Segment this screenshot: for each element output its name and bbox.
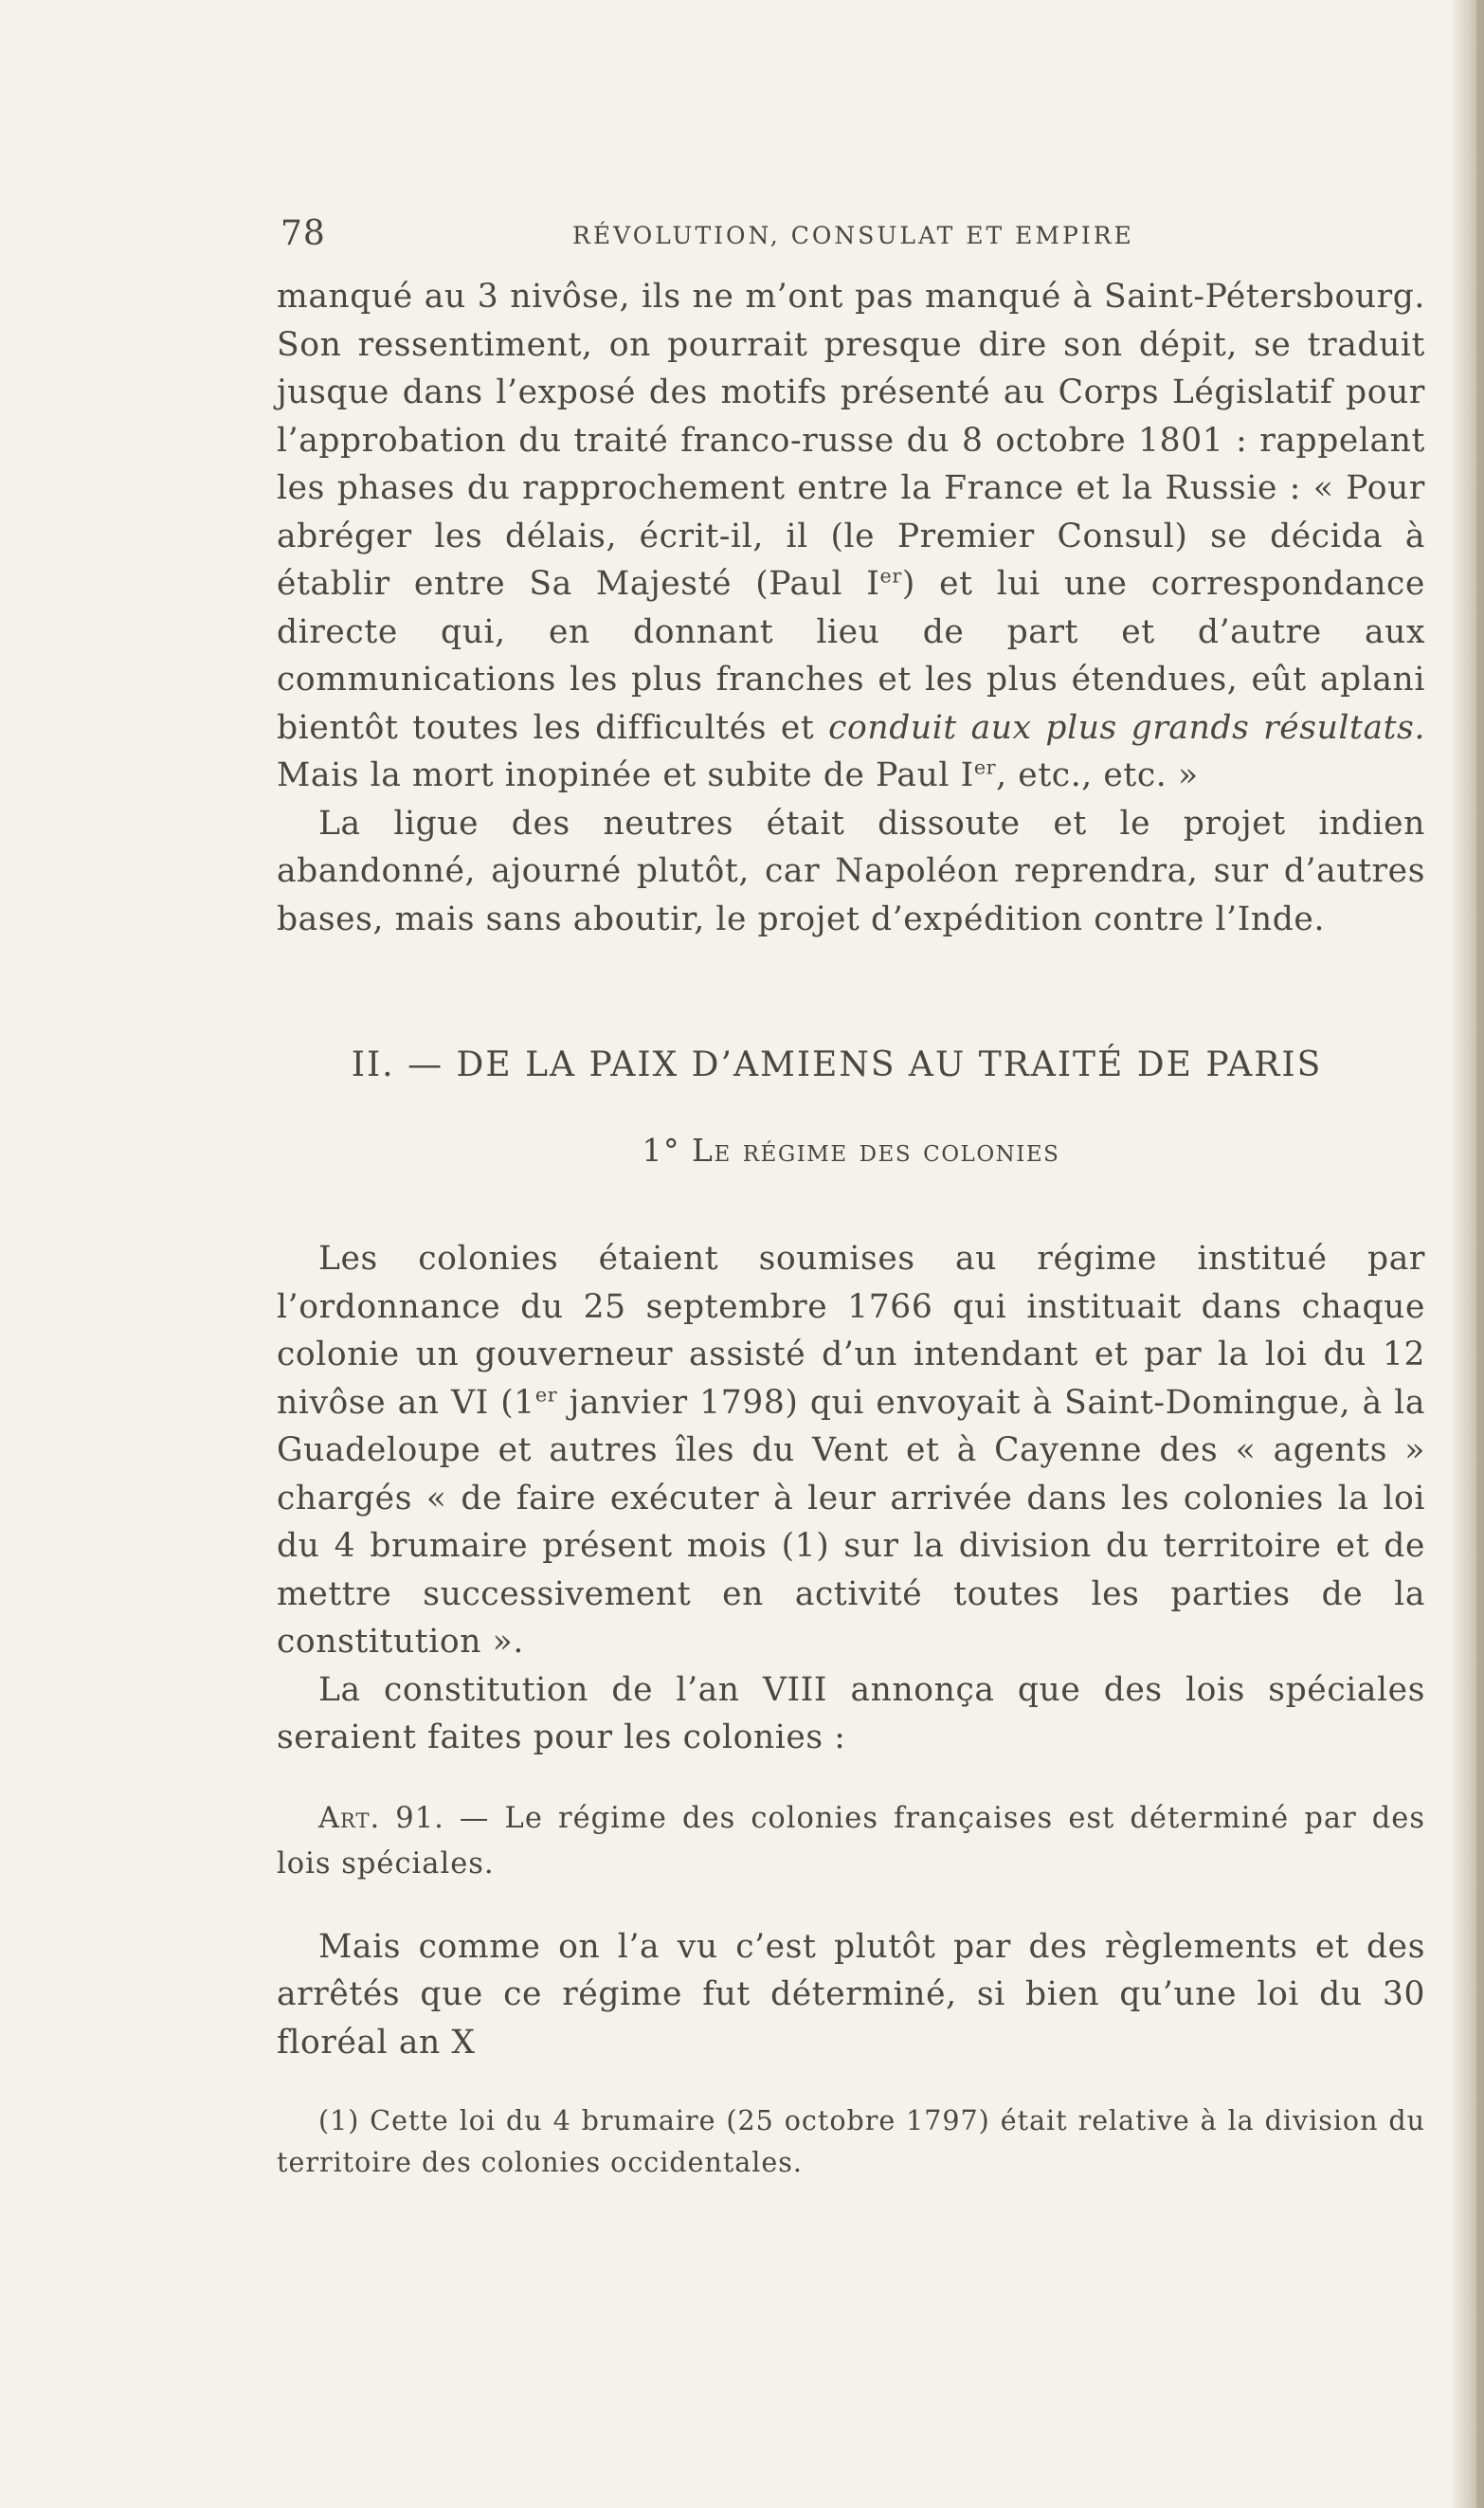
superscript: er — [534, 1383, 558, 1406]
running-head — [277, 209, 1425, 265]
paragraph-2: La ligue des neutres était dissoute et le projet indien abandonné, ajourné plutôt, car Napoléon reprendra, sur d’autres bases, mais sans aboutir, le projet d’expédition contre l’Inde. — [277, 804, 1425, 938]
footnote-spacer — [277, 2066, 1425, 2100]
paragraph-1-part-b: ) et lui une correspondance directe qui, en donnant lieu de part et d’autre aux communications les plus franches et les plus étendues, eût aplani bientôt toutes les difficultés et — [277, 565, 1425, 747]
article-quote — [277, 1796, 1425, 1887]
superscript: er — [879, 564, 902, 588]
paragraph-1-part-c: Mais la mort inopinée et subite de Paul I — [277, 756, 974, 794]
footnote: (1) Cette loi du 4 brumaire (25 octobre 1797) était relative à la division du territoire des colonies occidentales. — [277, 2105, 1425, 2178]
running-title: RÉVOLUTION, CONSULAT ET EMPIRE — [572, 222, 1134, 249]
paragraph-1 — [277, 273, 1425, 800]
superscript: er — [973, 755, 997, 779]
paragraph-4: La constitution de l’an VIII annonça que des lois spéciales seraient faites pour les colonies : — [277, 1670, 1425, 1756]
subsection-heading: 1° Le régime des colonies — [642, 1132, 1060, 1169]
paragraph-3 — [277, 1235, 1425, 1666]
article-label: Art. 91. — [318, 1801, 444, 1835]
paragraph-3-part-a: Les colonies étaient soumises au régime institué par l’ordonnance du 25 septembre 1766 qui instituait dans chaque colonie un gouverneur assisté d’un intendant et par la loi du 12 nivôse an VI (1 — [277, 1240, 1425, 1422]
paragraph-1-part-a: manqué au 3 nivôse, ils ne m’ont pas manqué à Saint-Pétersbourg. Son ressentiment, on pourrait presque dire son dépit, se traduit jusque dans l’exposé des motifs présenté au Corps Législatif pour l’approbation du traité franco-russe du 8 octobre 1801 : rappelant les phases du rapprochement entre la France et la Russie : « Pour abréger les délais, écrit-il, il (le Premier Consul) se décida à établir entre Sa Majesté (Paul I — [277, 278, 1425, 603]
paragraph-1-part-d: , etc., etc. » — [996, 756, 1199, 794]
page-number: 78 — [281, 214, 326, 253]
italic-quote: conduit aux plus grands résultats. — [828, 708, 1426, 747]
paragraph-3-part-b: janvier 1798) qui envoyait à Saint-Domingue, à la Guadeloupe et autres îles du Vent et à Cayenne des « agents » chargés « de faire exécuter à leur arrivée dans les colonies la loi du 4 brumaire présent mois (1) sur la division du territoire et de mettre successivement en activité toutes les parties de la constitution ». — [277, 1383, 1425, 1661]
page-edge — [1476, 0, 1484, 2508]
section-heading: II. — DE LA PAIX D’AMIENS AU TRAITÉ DE PARIS — [351, 1045, 1323, 1084]
paragraph-5: Mais comme on l’a vu c’est plutôt par des règlements et des arrêtés que ce régime fut déterminé, si bien qu’une loi du 30 floréal an X — [277, 1927, 1425, 2062]
page-content — [277, 209, 1425, 2184]
article-text: — Le régime des colonies françaises est déterminé par des lois spéciales. — [277, 1801, 1425, 1881]
